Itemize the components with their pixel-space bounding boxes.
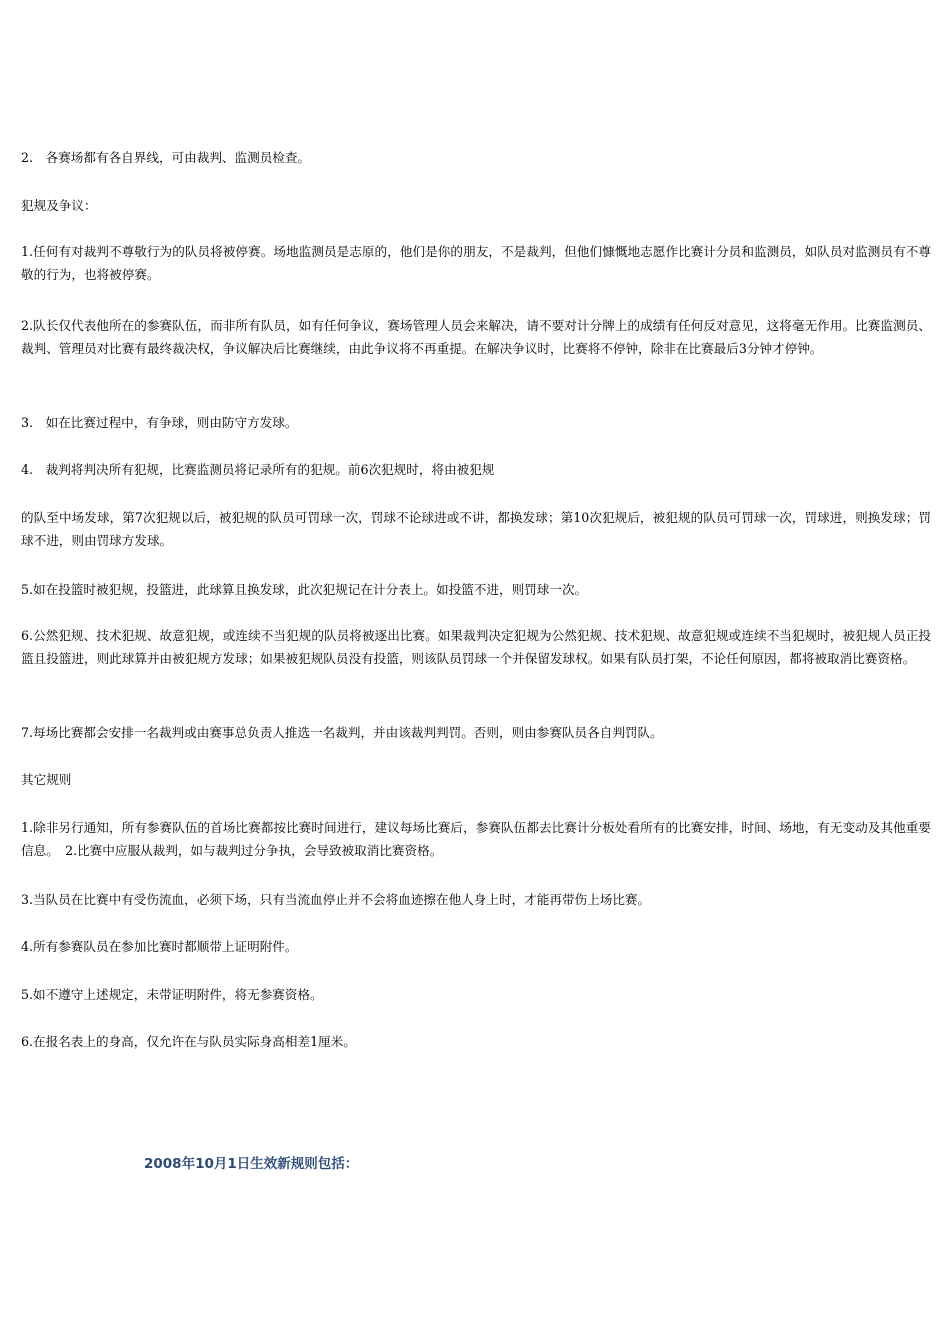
section-heading-other-rules: 其它规则 <box>21 772 72 787</box>
paragraph-fouls-4-continued: 的队至中场发球，第7次犯规以后，被犯规的队员可罚球一次，罚球不论球进或不讲，都换发球；第10次犯规后，被犯规的队员可罚球一次，罚球进，则换发球；罚球不进，则由罚球方发球。 <box>21 510 931 549</box>
paragraph-fouls-4: 4. 裁判将判决所有犯规，比赛监测员将记录所有的犯规。前6次犯规时，将由被犯规 <box>21 462 495 477</box>
paragraph-boundary-lines: 2. 各赛场都有各自界线，可由裁判、监测员检查。 <box>21 150 311 165</box>
paragraph-fouls-7: 7.每场比赛都会安排一名裁判或由赛事总负责人推选一名裁判，并由该裁判判罚。否则，则由参赛队员各自判罚队。 <box>21 725 663 740</box>
paragraph-fouls-2: 2.队长仅代表他所在的参赛队伍，而非所有队员，如有任何争议，赛场管理人员会来解决，请不要对计分牌上的成绩有任何反对意见，这将毫无作用。比赛监测员、裁判、管理员对比赛有最终裁决权，争议解决后比赛继续，由此争议将不再重提。在解决争议时，比赛将不停钟，除非在比赛最后3分钟才停钟。 <box>21 318 931 357</box>
section-heading-fouls-disputes: 犯规及争议： <box>21 198 97 213</box>
paragraph-fouls-5: 5.如在投篮时被犯规，投篮进，此球算且换发球，此次犯规记在计分表上。如投篮不进，则罚球一次。 <box>21 582 588 597</box>
paragraph-fouls-6: 6.公然犯规、技术犯规、故意犯规，或连续不当犯规的队员将被逐出比赛。如果裁判决定犯规为公然犯规、技术犯规、故意犯规或连续不当犯规时，被犯规人员正投篮且投篮进，则此球算并由被犯规方发球；如果被犯规队员没有投篮，则该队员罚球一个并保留发球权。如果有队员打架，不论任何原因，都将被取消比赛资格。 <box>21 628 931 667</box>
paragraph-fouls-1: 1.任何有对裁判不尊敬行为的队员将被停赛。场地监测员是志原的，他们是你的朋友，不是裁判，但他们慷慨地志愿作比赛计分员和监测员，如队员对监测员有不尊敬的行为，也将被停赛。 <box>21 244 931 283</box>
paragraph-other-6: 6.在报名表上的身高，仅允许在与队员实际身高相差1厘米。 <box>21 1034 356 1049</box>
paragraph-other-4: 4.所有参赛队员在参加比赛时都顺带上证明附件。 <box>21 939 298 954</box>
paragraph-other-1: 1.除非另行通知，所有参赛队伍的首场比赛都按比赛时间进行，建议每场比赛后，参赛队伍都去比赛计分板处看所有的比赛安排，时间、场地，有无变动及其他重要信息。 2.比赛中应服从裁判，如与裁判过分争执，会导致被取消比赛资格。 <box>21 820 931 859</box>
new-rules-heading: 2008年10月1日生效新规则包括： <box>144 1156 359 1172</box>
paragraph-fouls-3: 3. 如在比赛过程中，有争球，则由防守方发球。 <box>21 415 298 430</box>
paragraph-other-3: 3.当队员在比赛中有受伤流血，必须下场，只有当流血停止并不会将血迹擦在他人身上时，才能再带伤上场比赛。 <box>21 892 651 907</box>
paragraph-other-5: 5.如不遵守上述规定，未带证明附件，将无参赛资格。 <box>21 987 323 1002</box>
